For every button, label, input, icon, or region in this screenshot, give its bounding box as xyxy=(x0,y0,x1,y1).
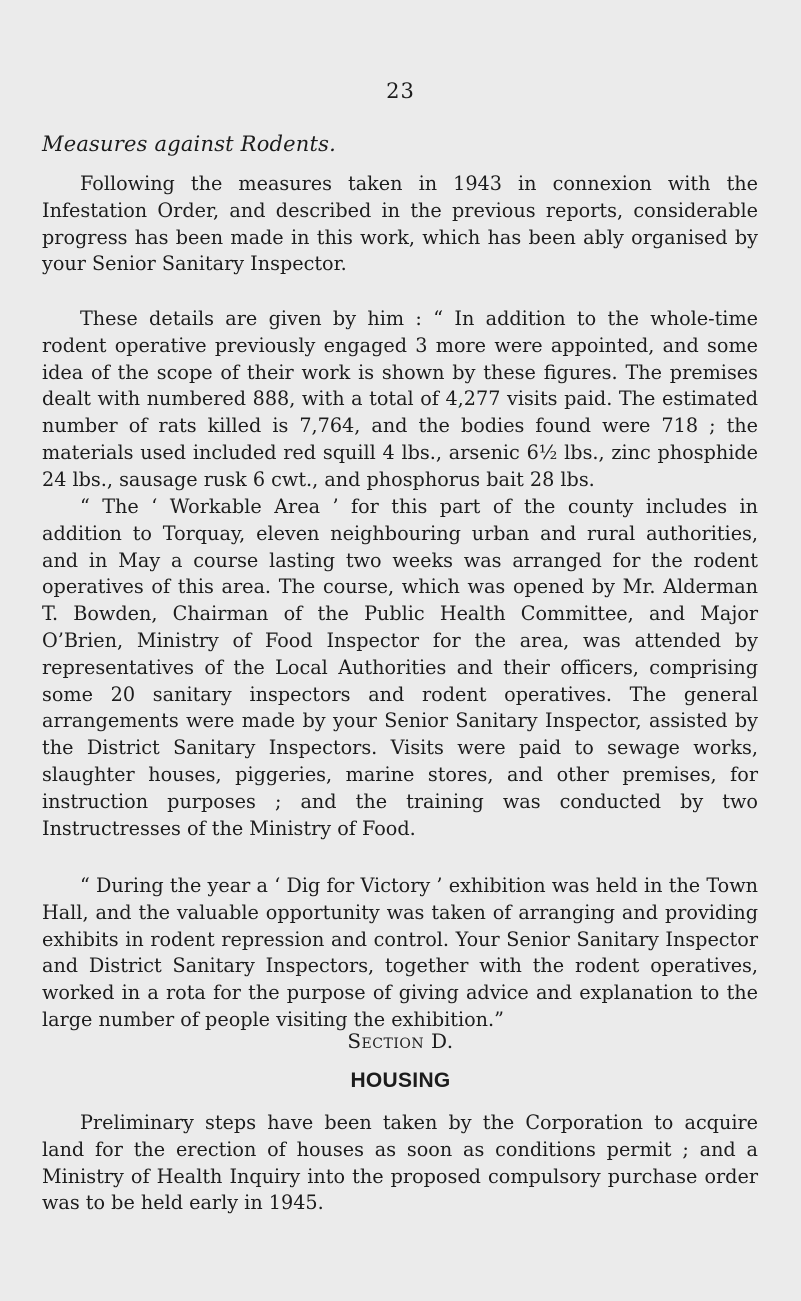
rodents-heading: Measures against Rodents. xyxy=(42,132,337,156)
rodents-paragraph-2: These details are given by him : “ In addition to the whole-time rodent operative previously engaged 3 more were appointed, and some idea of the scope of their work is shown by these figures. The premises dealt with numbered 888, with a total of 4,277 visits paid. The estimated number of rats killed is 7,764, and the bodies found were 718 ; the materials used included red squill 4 lbs., arsenic 6½ lbs., zinc phosphide 24 lbs., sausage rusk 6 cwt., and phosphorus bait 28 lbs. xyxy=(42,307,758,491)
housing-paragraph: Preliminary steps have been taken by the Corporation to acquire land for the erection of houses as soon as conditions permit ; and a Ministry of Health Inquiry into the proposed compulsory purchase order was to be held early in 1945. xyxy=(42,1111,758,1215)
housing-title: HOUSING xyxy=(350,1069,451,1092)
rodents-paragraph-3: “ The ‘ Workable Area ’ for this part of the county includes in addition to Torquay, eleven neighbouring urban and rural authorities, and in May a course lasting two weeks was arranged for the rodent operatives of this area. The course, which was opened by Mr. Alderman T. Bowden, Chairman of the Public Health Committee, and Major O’Brien, Ministry of Food Inspector for the area, was attended by representatives of the Local Authorities and their officers, comprising some 20 sanitary inspectors and rodent operatives. The general arrangements were made by your Senior Sanitary Inspector, assisted by the District Sanitary Inspectors. Visits were paid to sewage works, slaughter houses, piggeries, marine stores, and other premises, for instruction purposes ; and the training was conducted by two Instructresses of the Ministry of Food. xyxy=(42,495,758,840)
page-number: 23 xyxy=(386,79,415,103)
rodents-paragraph-1: Following the measures taken in 1943 in connexion with the Infestation Order, and described in the previous reports, considerable progress has been made in this work, which has been ably organised by your Senior Sanitary Inspector. xyxy=(42,172,758,276)
section-label: Section D. xyxy=(347,1029,454,1053)
rodents-paragraph-4: “ During the year a ‘ Dig for Victory ’ exhibition was held in the Town Hall, and the valuable opportunity was taken of arranging and providing exhibits in rodent repression and control. Your Senior Sanitary Inspector and District Sanitary Inspectors, together with the rodent operatives, worked in a rota for the purpose of giving advice and explanation to the large number of people visiting the exhibition.” xyxy=(42,874,758,1031)
